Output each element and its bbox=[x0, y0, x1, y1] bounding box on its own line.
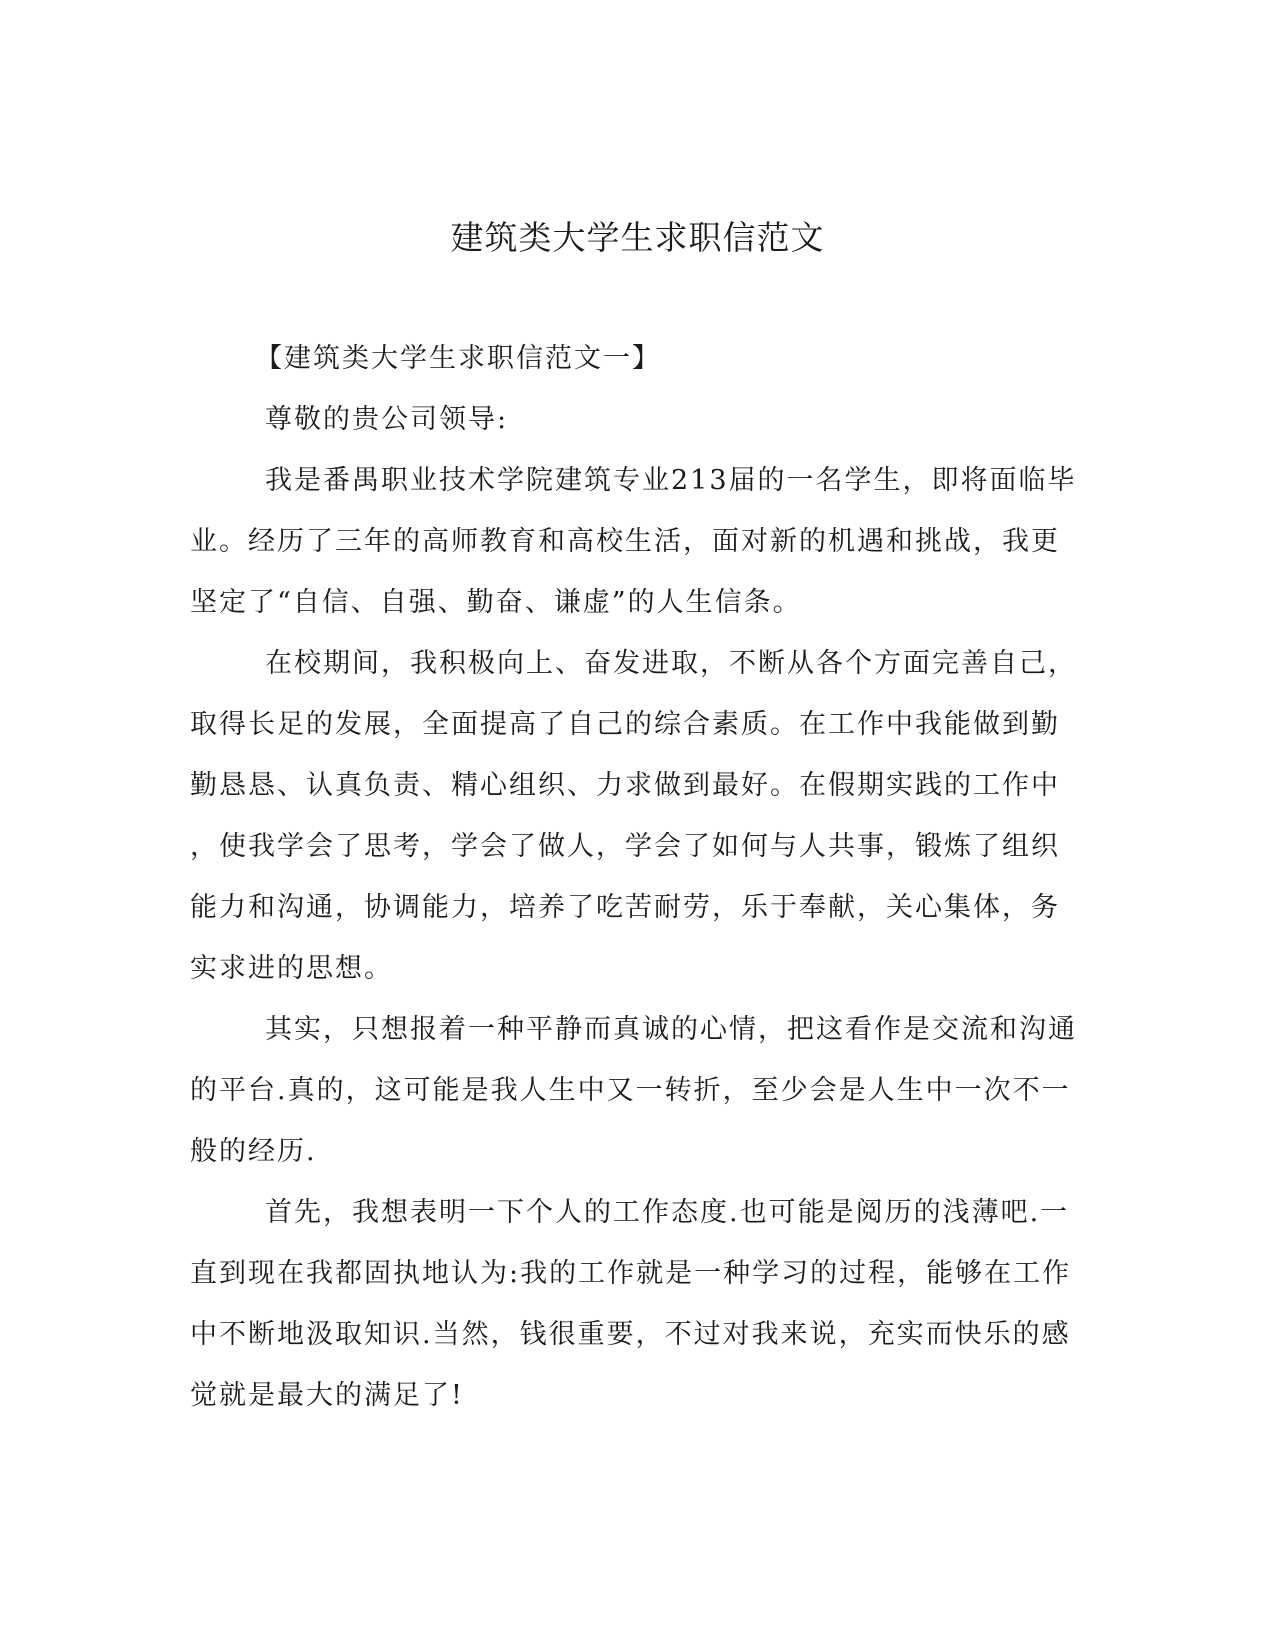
paragraph-line: 在校期间，我积极向上、奋发进取，不断从各个方面完善自己， bbox=[265, 648, 1077, 679]
paragraph-line: 中不断地汲取知识.当然，钱很重要，不过对我来说，充实而快乐的感 bbox=[190, 1319, 1071, 1350]
paragraph-line: 般的经历. bbox=[190, 1136, 317, 1167]
document-title: 建筑类大学生求职信范文 bbox=[450, 218, 825, 257]
section-heading: 【建筑类大学生求职信范文一】 bbox=[255, 343, 661, 374]
paragraph-line: 其实，只想报着一种平静而真诚的心情，把这看作是交流和沟通 bbox=[265, 1014, 1077, 1045]
document-body bbox=[190, 328, 1077, 1426]
paragraph-line: 业。经历了三年的高师教育和高校生活，面对新的机遇和挑战，我更 bbox=[190, 526, 1060, 557]
paragraph-line: 的平台.真的，这可能是我人生中又一转折，至少会是人生中一次不一 bbox=[190, 1075, 1071, 1106]
salutation: 尊敬的贵公司领导: bbox=[265, 404, 509, 435]
paragraph-line: 实求进的思想。 bbox=[190, 953, 393, 984]
paragraph-line: 首先，我想表明一下个人的工作态度.也可能是阅历的浅薄吧.一 bbox=[265, 1197, 1070, 1228]
paragraph-3 bbox=[190, 999, 1077, 1182]
paragraph-1 bbox=[190, 450, 1077, 633]
paragraph-line: 能力和沟通，协调能力，培养了吃苦耐劳，乐于奉献，关心集体，务 bbox=[190, 892, 1060, 923]
paragraph-line: 觉就是最大的满足了! bbox=[190, 1380, 464, 1411]
paragraph-2 bbox=[190, 633, 1077, 999]
paragraph-line: 勤恳恳、认真负责、精心组织、力求做到最好。在假期实践的工作中 bbox=[190, 770, 1060, 801]
paragraph-line: 坚定了“自信、自强、勤奋、谦虚”的人生信条。 bbox=[190, 587, 802, 618]
paragraph-line: 我是番禺职业技术学院建筑专业213届的一名学生，即将面临毕 bbox=[265, 465, 1077, 496]
paragraph-line: 直到现在我都固执地认为:我的工作就是一种学习的过程，能够在工作 bbox=[190, 1258, 1072, 1289]
paragraph-line: 取得长足的发展，全面提高了自己的综合素质。在工作中我能做到勤 bbox=[190, 709, 1060, 740]
paragraph-4 bbox=[190, 1182, 1070, 1426]
paragraph-line: ，使我学会了思考，学会了做人，学会了如何与人共事，锻炼了组织 bbox=[190, 831, 1060, 862]
